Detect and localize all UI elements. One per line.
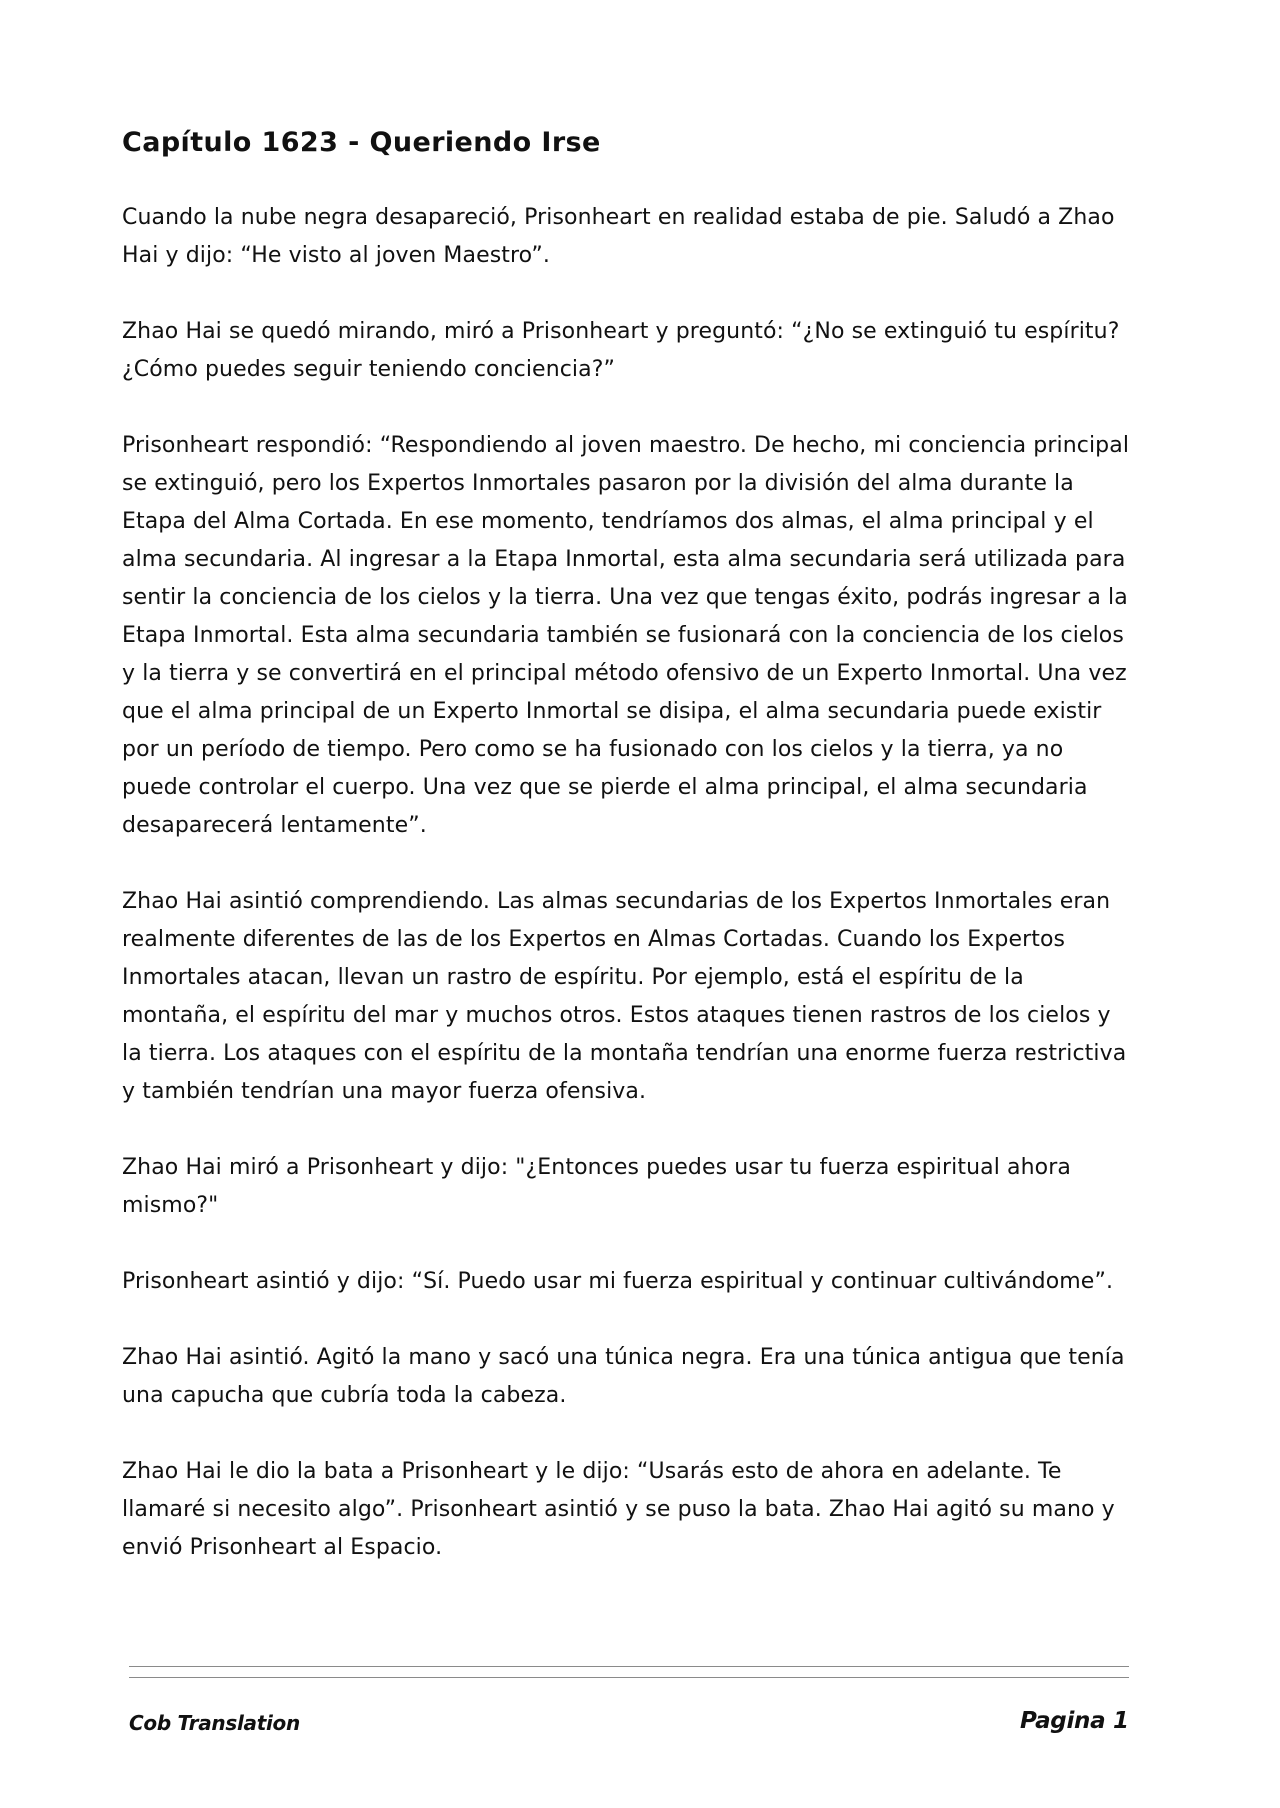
footer-translator-credit: Cob Translation (129, 1711, 300, 1735)
paragraph: Zhao Hai asintió. Agitó la mano y sacó una túnica negra. Era una túnica antigua que tenía una capucha que cubría toda la cabeza. (122, 1345, 1125, 1408)
footer-divider (129, 1677, 1129, 1678)
footer-page-number: Pagina 1 (1020, 1708, 1129, 1734)
chapter-body (122, 199, 1137, 1605)
paragraph: Prisonheart asintió y dijo: “Sí. Puedo usar mi fuerza espiritual y continuar cultivándome”. (122, 1269, 1114, 1294)
paragraph: Zhao Hai se quedó mirando, miró a Prisonheart y preguntó: “¿No se extinguió tu espíritu? ¿Cómo puedes seguir teniendo conciencia?” (122, 319, 1120, 382)
paragraph: Zhao Hai asintió comprendiendo. Las almas secundarias de los Expertos Inmortales eran realmente diferentes de las de los Expertos en Almas Cortadas. Cuando los Expertos Inmortales atacan, llevan un rastro de espíritu. Por ejemplo, está el espíritu de la montaña, el espíritu del mar y muchos otros. Estos ataques tienen rastros de los cielos y la tierra. Los ataques con el espíritu de la montaña tendrían una enorme fuerza restrictiva y también tendrían una mayor fuerza ofensiva. (122, 889, 1127, 1104)
paragraph: Zhao Hai le dio la bata a Prisonheart y le dijo: “Usarás esto de ahora en adelante. Te llamaré si necesito algo”. Prisonheart asintió y se puso la bata. Zhao Hai agitó su mano y envió Prisonheart al Espacio. (122, 1459, 1115, 1560)
chapter-title: Capítulo 1623 - Queriendo Irse (122, 127, 601, 158)
paragraph: Cuando la nube negra desapareció, Prisonheart en realidad estaba de pie. Saludó a Zhao Hai y dijo: “He visto al joven Maestro”. (122, 205, 1115, 268)
paragraph: Zhao Hai miró a Prisonheart y dijo: "¿Entonces puedes usar tu fuerza espiritual ahora mismo?" (122, 1155, 1071, 1218)
paragraph: Prisonheart respondió: “Respondiendo al joven maestro. De hecho, mi conciencia principal se extinguió, pero los Expertos Inmortales pasaron por la división del alma durante la Etapa del Alma Cortada. En ese momento, tendríamos dos almas, el alma principal y el alma secundaria. Al ingresar a la Etapa Inmortal, esta alma secundaria será utilizada para sentir la conciencia de los cielos y la tierra. Una vez que tengas éxito, podrás ingresar a la Etapa Inmortal. Esta alma secundaria también se fusionará con la conciencia de los cielos y la tierra y se convertirá en el principal método ofensivo de un Experto Inmortal. Una vez que el alma principal de un Experto Inmortal se disipa, el alma secundaria puede existir por un período de tiempo. Pero como se ha fusionado con los cielos y la tierra, ya no puede controlar el cuerpo. Una vez que se pierde el alma principal, el alma secundaria desaparecerá lentamente”. (122, 433, 1130, 838)
footer-divider (129, 1666, 1129, 1667)
